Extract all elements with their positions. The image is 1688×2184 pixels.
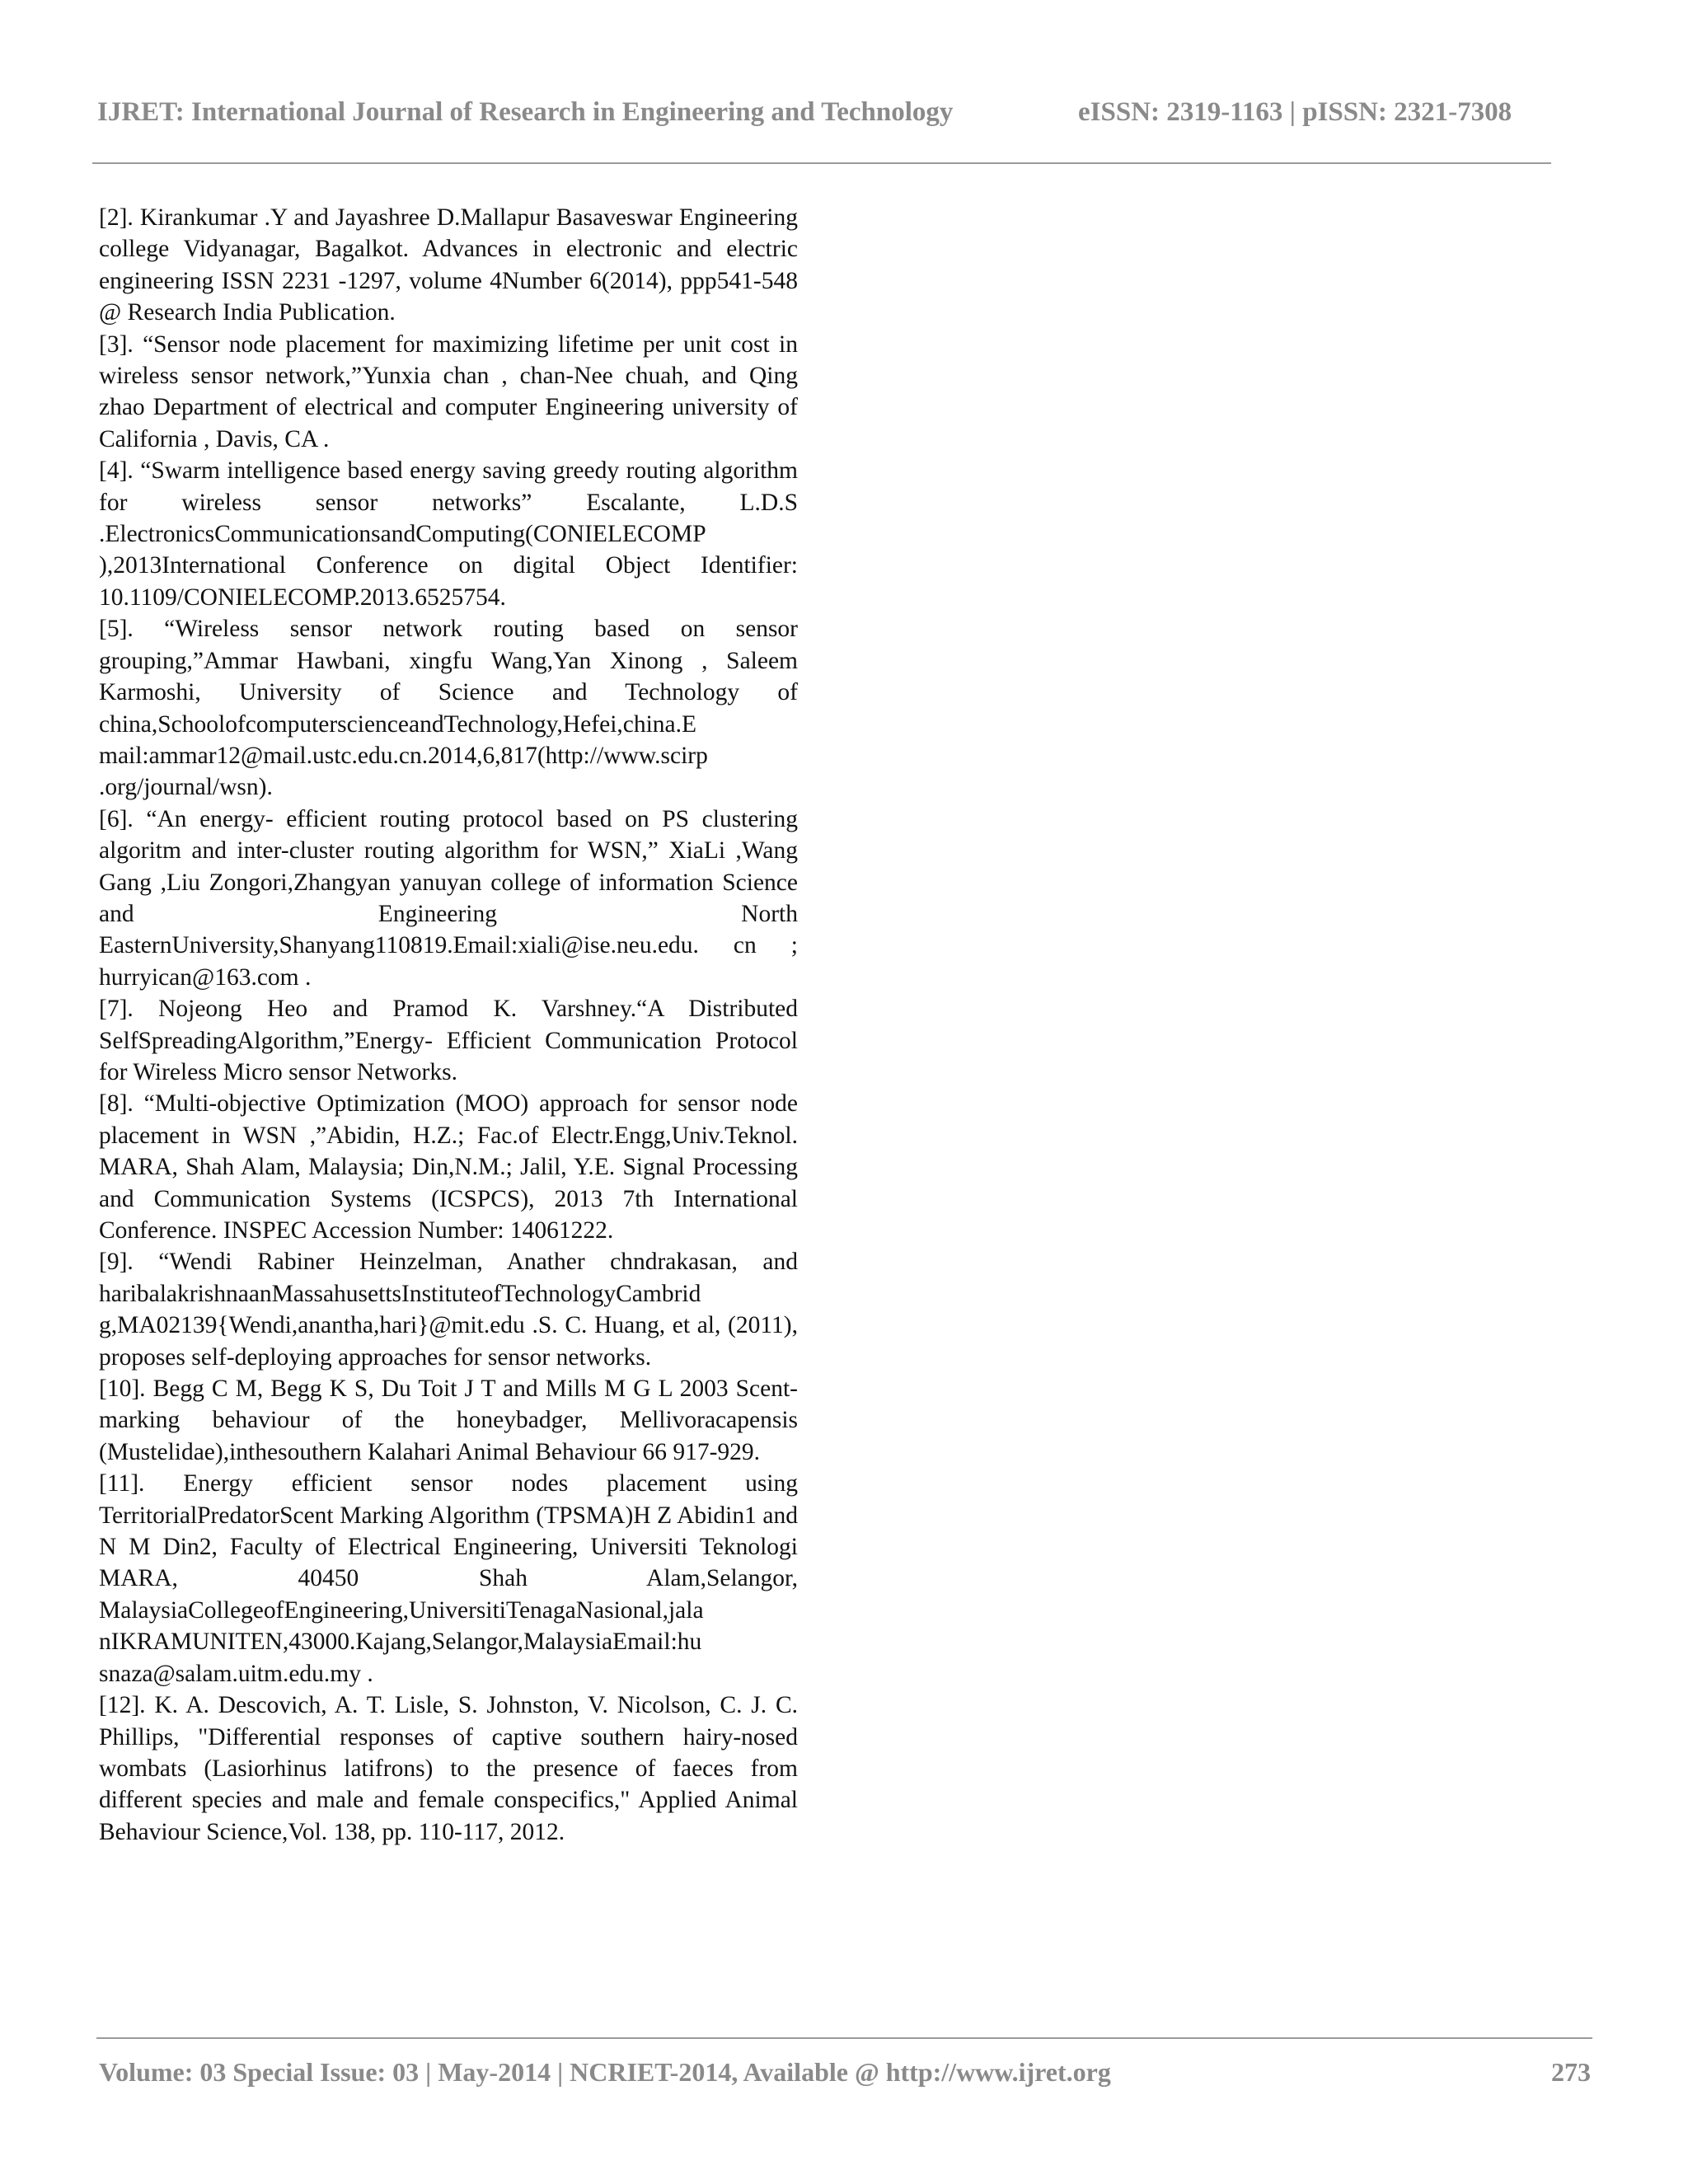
journal-title: IJRET: International Journal of Research in Engineering and Technology bbox=[97, 97, 954, 127]
reference-2: [2]. Kirankumar .Y and Jayashree D.Mallapur Basaveswar Engineering college Vidyanagar, Bagalkot. Advances in electronic and electric engineering ISSN 2231 -1297, volume 4Number 6(2014), ppp541-548 @ Research India Publication. bbox=[99, 204, 798, 326]
reference-4: [4]. “Swarm intelligence based energy saving greedy routing algorithm for wireless sensor networks” Escalante, L.D.S .ElectronicsCommunicationsandComputing(CONIELECOMP ),2013International Conference on digital Object Identifier: 10.1109/CONIELECOMP.2013.6525754. bbox=[99, 457, 798, 611]
running-header bbox=[97, 97, 1548, 138]
reference-11: [11]. Energy efficient sensor nodes placement using TerritorialPredatorScent Marking Algorithm (TPSMA)H Z Abidin1 and N M Din2, Faculty of Electrical Engineering, Universiti Teknologi MARA, 40450 Shah Alam,Selangor, MalaysiaCollegeofEngineering,UniversitiTenagaNasional,jala nIKRAMUNITEN,43000.Kajang,Selangor,MalaysiaEmail:hu snaza@salam.uitm.edu.my . bbox=[99, 1470, 798, 1687]
reference-10: [10]. Begg C M, Begg K S, Du Toit J T and Mills M G L 2003 Scent-marking behaviour of the honeybadger, Mellivoracapensis (Mustelidae),inthesouthern Kalahari Animal Behaviour 66 917-929. bbox=[99, 1376, 798, 1465]
reference-6: [6]. “An energy- efficient routing protocol based on PS clustering algoritm and inter-cluster routing algorithm for WSN,” XiaLi ,Wang Gang ,Liu Zongori,Zhangyan yanuyan college of information Science and Engineering North EasternUniversity,Shanyang110819.Email:xiali@ise.neu.edu. cn ; hurryican@163.com . bbox=[99, 805, 798, 991]
header-divider bbox=[92, 162, 1551, 164]
reference-7: [7]. Nojeong Heo and Pramod K. Varshney.“A Distributed SelfSpreadingAlgorithm,”Energy- Efficient Communication Protocol for Wireless Micro sensor Networks. bbox=[99, 996, 798, 1085]
issue-info: Volume: 03 Special Issue: 03 | May-2014 | NCRIET-2014, Available @ http://www.ijret.org bbox=[99, 2057, 1111, 2087]
reference-8: [8]. “Multi-objective Optimization (MOO) approach for sensor node placement in WSN ,”Abidin, H.Z.; Fac.of Electr.Engg,Univ.Teknol. MARA, Shah Alam, Malaysia; Din,N.M.; Jalil, Y.E. Signal Processing and Communication Systems (ICSPCS), 2013 7th International Conference. INSPEC Accession Number: 14061222. bbox=[99, 1090, 798, 1244]
issn-numbers: eISSN: 2319-1163 | pISSN: 2321-7308 bbox=[1078, 97, 1512, 127]
reference-5: [5]. “Wireless sensor network routing based on sensor grouping,”Ammar Hawbani, xingfu Wang,Yan Xinong , Saleem Karmoshi, University of Science and Technology of china,SchoolofcomputerscienceandTechnology,Hefei,china.E mail:ammar12@mail.ustc.edu.cn.2014,6,817(http://www.scirp .org/journal/wsn). bbox=[99, 616, 798, 801]
reference-list bbox=[99, 202, 798, 1848]
footer-divider bbox=[96, 2037, 1592, 2039]
running-footer bbox=[99, 2057, 1591, 2098]
page-number: 273 bbox=[1551, 2057, 1591, 2087]
reference-3: [3]. “Sensor node placement for maximizing lifetime per unit cost in wireless sensor network,”Yunxia chan , chan-Nee chuah, and Qing zhao Department of electrical and computer Engineering university of California , Davis, CA . bbox=[99, 330, 798, 452]
reference-9: [9]. “Wendi Rabiner Heinzelman, Anather chndrakasan, and haribalakrishnaanMassahusettsInstituteofTechnologyCambrid g,MA02139{Wendi,anantha,hari}@mit.edu .S. C. Huang, et al, (2011), proposes self-deploying approaches for sensor networks. bbox=[99, 1249, 798, 1371]
reference-12: [12]. K. A. Descovich, A. T. Lisle, S. Johnston, V. Nicolson, C. J. C. Phillips, "Differential responses of captive southern hairy-nosed wombats (Lasiorhinus latifrons) to the presence of faeces from different species and male and female conspecifics," Applied Animal Behaviour Science,Vol. 138, pp. 110-117, 2012. bbox=[99, 1692, 798, 1845]
